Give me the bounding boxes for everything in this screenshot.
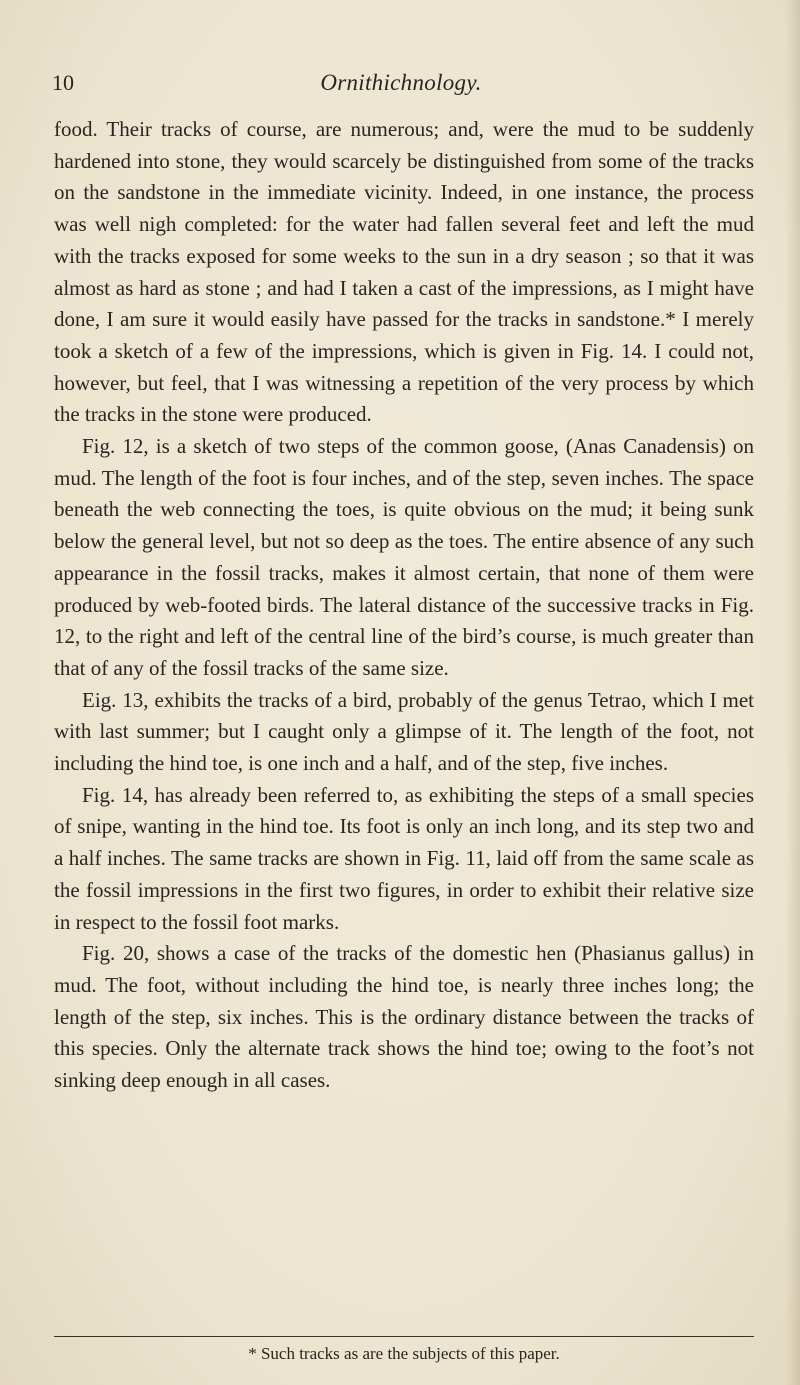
page-header	[52, 70, 750, 100]
page-edge-shadow	[786, 0, 800, 1385]
paragraph: food. Their tracks of course, are numerous; and, were the mud to be suddenly hardened into stone, they would scarcely be distinguished from some of the tracks on the sandstone in the immediate vicinity. Indeed, in one instance, the process was well nigh completed: for the water had fallen several feet and left the mud with the tracks exposed for some weeks to the sun in a dry season ; so that it was almost as hard as stone ; and had I taken a cast of the impressions, as I might have done, I am sure it would easily have passed for the tracks in sandstone.* I merely took a sketch of a few of the impressions, which is given in Fig. 14. I could not, however, but feel, that I was witnessing a repetition of the very process by which the tracks in the stone were produced.	[54, 117, 754, 427]
page-number: 10	[52, 70, 74, 95]
paragraph: Fig. 12, is a sketch of two steps of the common goose, (Anas Canadensis) on mud. The length of the foot is four inches, and of the step, seven inches. The space beneath the web connecting the toes, is quite obvious on the mud; it being sunk below the general level, but not so deep as the toes. The entire absence of any such appearance in the fossil tracks, makes it almost certain, that none of them were produced by web-footed birds. The lateral distance of the successive tracks in Fig. 12, to the right and left of the central line of the bird’s course, is much greater than that of any of the fossil tracks of the same size.	[54, 434, 754, 680]
paragraph: Eig. 13, exhibits the tracks of a bird, probably of the genus Tetrao, which I met with last summer; but I caught only a glimpse of it. The length of the foot, not including the hind toe, is one inch and a half, and of the step, five inches.	[54, 687, 754, 776]
body-text	[54, 114, 754, 1097]
footnote: * Such tracks as are the subjects of this paper.	[248, 1344, 560, 1363]
footnote-rule	[54, 1336, 754, 1337]
paragraph: Fig. 14, has already been referred to, as exhibiting the steps of a small species of snipe, wanting in the hind toe. Its foot is only an inch long, and its step two and a half inches. The same tracks are shown in Fig. 11, laid off from the same scale as the fossil impressions in the first two figures, in order to exhibit their relative size in respect to the fossil foot marks.	[54, 782, 754, 934]
paragraph: Fig. 20, shows a case of the tracks of the domestic hen (Phasianus gallus) in mud. The foot, without including the hind toe, is nearly three inches long; the length of the step, six inches. This is the ordinary distance between the tracks of this species. Only the alternate track shows the hind toe; owing to the foot’s not sinking deep enough in all cases.	[54, 941, 754, 1093]
running-title: Ornithichnology.	[320, 70, 482, 95]
